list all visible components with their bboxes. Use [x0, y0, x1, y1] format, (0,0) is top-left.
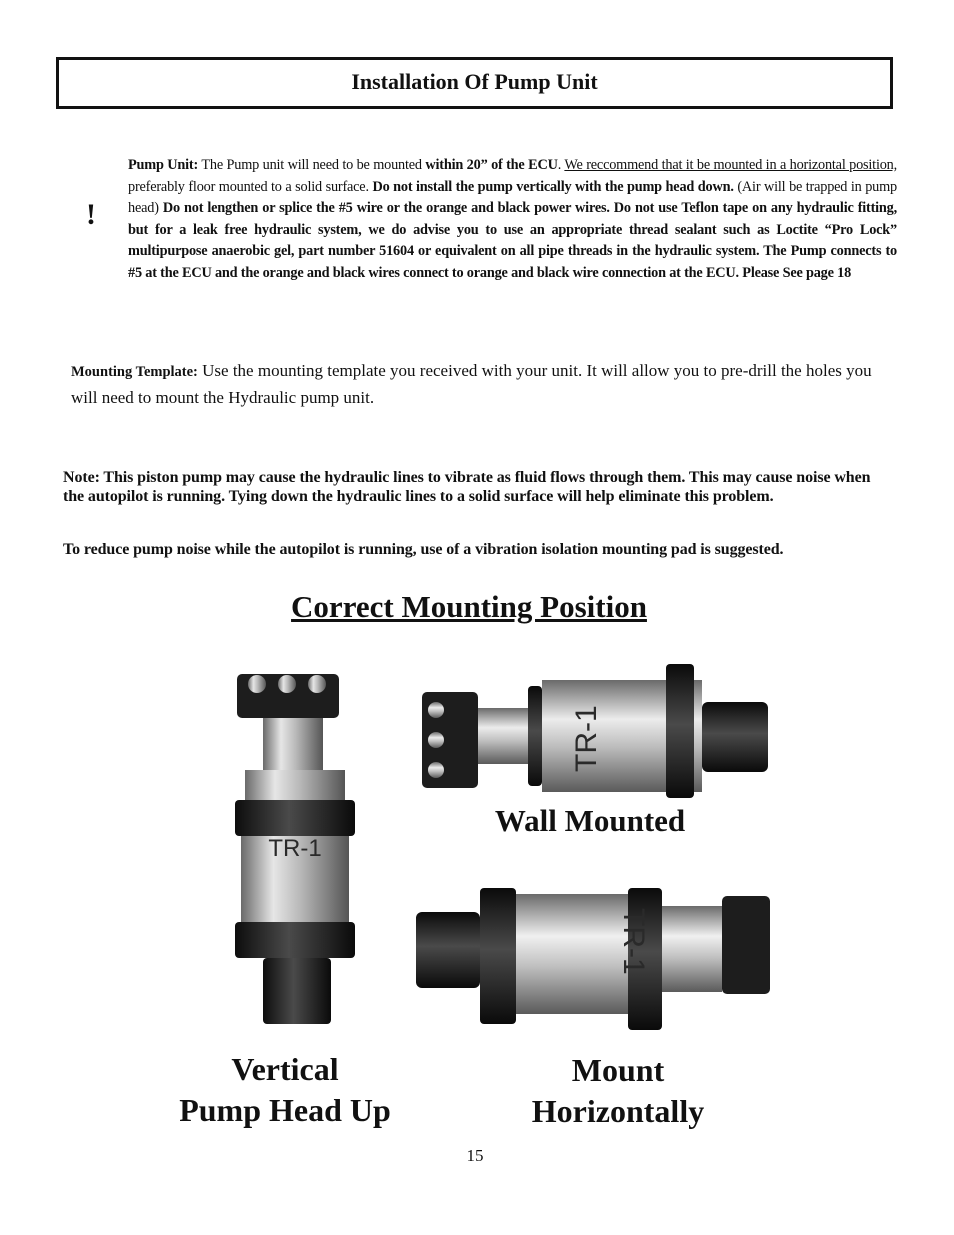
- header-box: [56, 57, 893, 109]
- page-number: 15: [466, 1146, 484, 1165]
- vertical-pump-photo: [225, 660, 375, 1030]
- reduce-noise-paragraph: To reduce pump noise while the autopilot is running, use of a vibration isolation mounting pad is suggested.: [63, 541, 784, 558]
- horizontal-pump-label: TR-1: [617, 908, 650, 975]
- mounting-template-label: Mounting Template:: [71, 364, 198, 380]
- pump-unit-text-2: within 20” of the ECU: [425, 157, 558, 173]
- warning-icon: !: [86, 198, 96, 231]
- mount-horizontally-label: Mount Horizontally: [531, 1052, 705, 1129]
- note-paragraph: Note: This piston pump may cause the hydraulic lines to vibrate as fluid flows through them. This may cause noise when the autopilot is running. Tying down the hydraulic lines to a solid surface will help eliminate this problem.: [63, 469, 871, 505]
- pump-unit-text-5: preferably floor mounted to a solid surface.: [128, 178, 373, 195]
- vertical-pump-label: TR-1: [268, 835, 322, 862]
- mounting-template-text: Use the mounting template you received with your unit. It will allow you to pre-drill the holes you will need to mount the Hydraulic pump unit.: [71, 361, 872, 407]
- pump-unit-text-4: We reccommend that it be mounted in a horizontal position,: [564, 157, 897, 173]
- vertical-pump-head-up-label: Vertical Pump Head Up: [179, 1051, 391, 1128]
- wall-pump-label: TR-1: [570, 705, 603, 772]
- pump-unit-label: Pump Unit:: [128, 157, 199, 173]
- pump-unit-text-7: (Air will be trapped in pump head): [128, 178, 897, 217]
- wall-mounted-label: Wall Mounted: [494, 803, 686, 838]
- wall-mounted-pump-photo: [418, 660, 773, 805]
- pump-unit-text-6: Do not install the pump vertically with the pump head down.: [372, 178, 734, 195]
- pump-unit-text-1: The Pump unit will need to be mounted: [198, 157, 426, 173]
- pump-unit-paragraph: [128, 155, 897, 285]
- horizontal-pump-photo: [412, 878, 777, 1033]
- pump-unit-text-8: Do not lengthen or splice the #5 wire or the orange and black power wires. Do not use Teflon tape on any hydraulic fitting, but for a leak free hydraulic system, we do advise you to use an appropriate thread sealant such as Loctite “Pro Lock” multipurpose anaerobic gel, part number 51604 or equivalent on all pipe threads in the hydraulic system. The Pump connects to #5 at the ECU and the orange and black wires connect to orange and black wire connection at the ECU. Please See page 18: [128, 200, 898, 281]
- header-title: Installation Of Pump Unit: [351, 69, 598, 94]
- mounting-template-paragraph: [71, 358, 897, 410]
- mounting-heading: Correct Mounting Position: [291, 589, 647, 624]
- pump-unit-text-3: .: [557, 157, 565, 173]
